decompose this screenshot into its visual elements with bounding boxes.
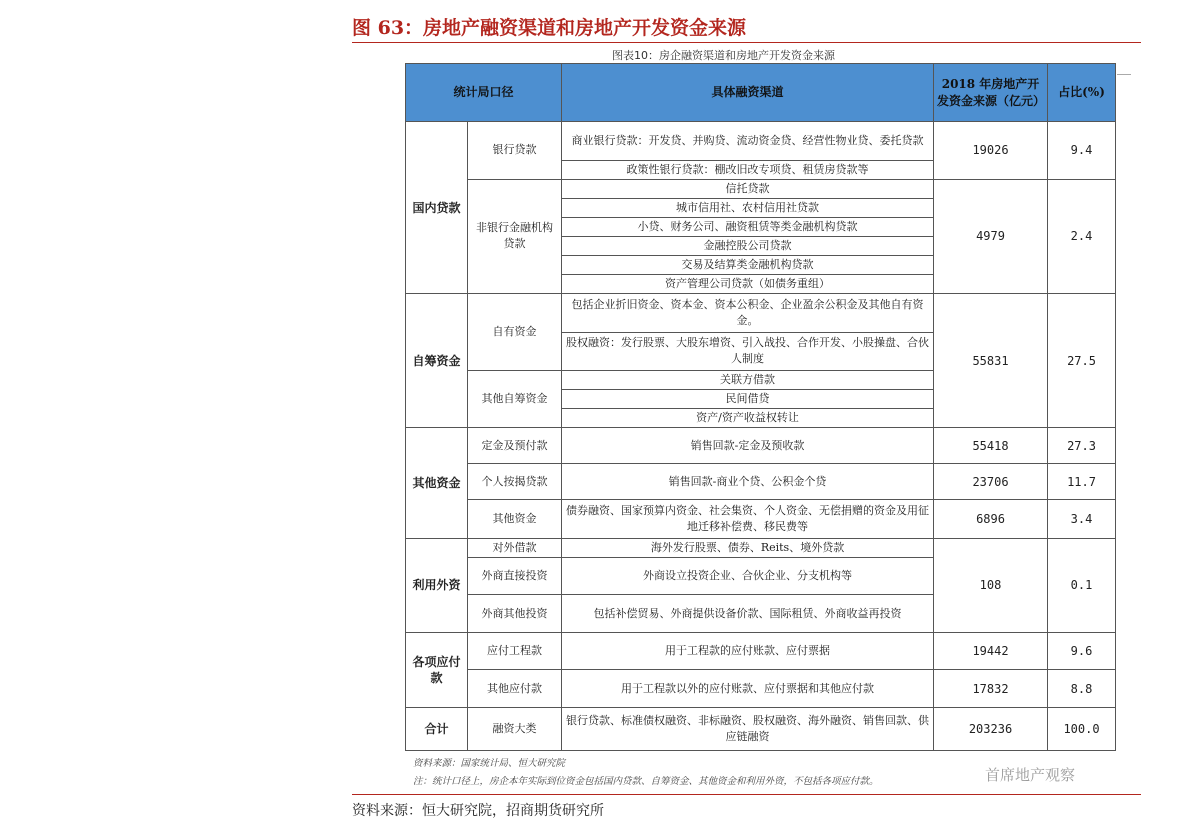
table-header-row	[406, 64, 1116, 122]
amount-deposits: 55418	[934, 428, 1048, 464]
channel-fdi: 外商设立投资企业、合伙企业、分支机构等	[562, 557, 934, 594]
channel-total: 银行贷款、标准债权融资、非标融资、股权融资、海外融资、销售回款、供应链融资	[562, 707, 934, 750]
table-row	[406, 538, 1116, 557]
footer-source: 资料来源：恒大研究院，招商期货研究所	[352, 803, 604, 819]
channel-other: 债券融资、国家预算内资金、社会集资、个人资金、无偿捐赠的资金及用征地迁移补偿费、移民费等	[562, 500, 934, 538]
inner-source-note: 资料来源：国家统计局、恒大研究院	[413, 758, 566, 769]
channel-deposits: 销售回款-定金及预收款	[562, 428, 934, 464]
category-foreign-capital: 利用外资	[406, 538, 468, 633]
share-bank-loans: 9.4	[1048, 122, 1116, 179]
channel-asset-transfer: 资产/资产收益权转让	[562, 408, 934, 427]
decorative-dash	[1117, 74, 1131, 75]
table-row-total	[406, 707, 1116, 750]
category-domestic-loans: 国内贷款	[406, 122, 468, 294]
header-share: 占比(%)	[1048, 64, 1116, 122]
share-deposits: 27.3	[1048, 428, 1116, 464]
sub-nonbank-loans: 非银行金融机构贷款	[468, 179, 562, 294]
channel-policy-bank: 政策性银行贷款：棚改旧改专项贷、租赁房贷款等	[562, 160, 934, 179]
sub-fdi: 外商直接投资	[468, 557, 562, 594]
channel-mortgage: 销售回款-商业个贷、公积金个贷	[562, 464, 934, 500]
sub-other-foreign: 外商其他投资	[468, 595, 562, 633]
sub-bank-loans: 银行贷款	[468, 122, 562, 179]
sub-construction-payable: 应付工程款	[468, 633, 562, 670]
watermark-text: 首席地产观察	[985, 766, 1076, 784]
channel-trust-loans: 信托贷款	[562, 179, 934, 198]
table-row	[406, 670, 1116, 707]
funding-sources-table	[405, 63, 1116, 751]
amount-mortgage: 23706	[934, 464, 1048, 500]
sub-deposits: 定金及预付款	[468, 428, 562, 464]
figure-title: 图 63：房地产融资渠道和房地产开发资金来源	[352, 17, 747, 39]
amount-foreign-capital: 108	[934, 538, 1048, 633]
channel-asset-management: 资产管理公司贷款（如债务重组）	[562, 275, 934, 294]
sub-other-payable: 其他应付款	[468, 670, 562, 707]
share-total: 100.0	[1048, 707, 1116, 750]
sub-mortgage: 个人按揭贷款	[468, 464, 562, 500]
channel-clearing-institution: 交易及结算类金融机构贷款	[562, 256, 934, 275]
channel-quasi-financial: 小贷、财务公司、融资租赁等类金融机构贷款	[562, 217, 934, 236]
amount-construction-payable: 19442	[934, 633, 1048, 670]
sub-foreign-borrowing: 对外借款	[468, 538, 562, 557]
table-row	[406, 294, 1116, 332]
share-other: 3.4	[1048, 500, 1116, 538]
channel-credit-coop: 城市信用社、农村信用社贷款	[562, 198, 934, 217]
channel-equity-financing: 股权融资：发行股票、大股东增资、引入战投、合作开发、小股操盘、合伙人制度	[562, 332, 934, 370]
channel-own-funds-detail: 包括企业折旧资金、资本金、资本公积金、企业盈余公积金及其他自有资金。	[562, 294, 934, 332]
channel-construction-payable: 用于工程款的应付账款、应付票据	[562, 633, 934, 670]
channel-private-lending: 民间借贷	[562, 389, 934, 408]
sub-own-funds: 自有资金	[468, 294, 562, 370]
channel-other-payable: 用于工程款以外的应付账款、应付票据和其他应付款	[562, 670, 934, 707]
amount-total: 203236	[934, 707, 1048, 750]
channel-financial-holding: 金融控股公司贷款	[562, 236, 934, 255]
sub-other: 其他资金	[468, 500, 562, 538]
amount-bank-loans: 19026	[934, 122, 1048, 179]
share-mortgage: 11.7	[1048, 464, 1116, 500]
channel-commercial-bank: 商业银行贷款：开发贷、并购贷、流动资金贷、经营性物业贷、委托贷款	[562, 122, 934, 160]
bottom-divider	[352, 794, 1141, 795]
share-construction-payable: 9.6	[1048, 633, 1116, 670]
amount-other-payable: 17832	[934, 670, 1048, 707]
title-divider	[352, 42, 1141, 43]
share-nonbank-loans: 2.4	[1048, 179, 1116, 294]
sub-total: 融资大类	[468, 707, 562, 750]
amount-other: 6896	[934, 500, 1048, 538]
category-other-funds: 其他资金	[406, 428, 468, 539]
channel-other-foreign: 包括补偿贸易、外商提供设备价款、国际租赁、外商收益再投资	[562, 595, 934, 633]
table-row	[406, 500, 1116, 538]
amount-nonbank-loans: 4979	[934, 179, 1048, 294]
table-row	[406, 464, 1116, 500]
share-self-raised: 27.5	[1048, 294, 1116, 428]
channel-foreign-borrowing: 海外发行股票、债券、Reits、境外贷款	[562, 538, 934, 557]
table-row	[406, 179, 1116, 198]
header-amount: 2018 年房地产开发资金来源（亿元）	[934, 64, 1048, 122]
category-payables: 各项应付款	[406, 633, 468, 707]
share-other-payable: 8.8	[1048, 670, 1116, 707]
table-row	[406, 122, 1116, 160]
inner-chart-caption: 图表10：房企融资渠道和房地产开发资金来源	[612, 49, 835, 62]
header-channel: 具体融资渠道	[562, 64, 934, 122]
table-row	[406, 633, 1116, 670]
category-total: 合计	[406, 707, 468, 750]
header-category: 统计局口径	[406, 64, 562, 122]
inner-footnote: 注：统计口径上，房企本年实际到位资金包括国内贷款、自筹资金、其他资金和利用外资，不包括各项应付款。	[413, 776, 879, 787]
amount-self-raised: 55831	[934, 294, 1048, 428]
share-foreign-capital: 0.1	[1048, 538, 1116, 633]
sub-other-self-raised: 其他自筹资金	[468, 370, 562, 427]
channel-related-party-loans: 关联方借款	[562, 370, 934, 389]
table-row	[406, 428, 1116, 464]
category-self-raised: 自筹资金	[406, 294, 468, 428]
